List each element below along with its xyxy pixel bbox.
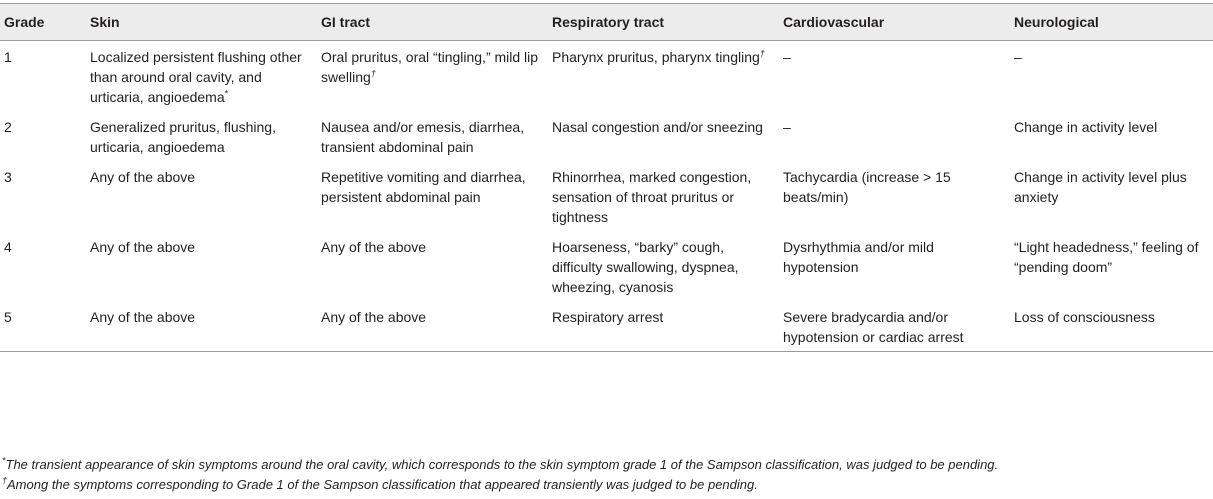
cell-gi-tract — [315, 231, 546, 301]
grade-value: 1 — [4, 49, 12, 65]
footnote-dagger — [2, 475, 1140, 495]
header-neurological: Neurological — [1008, 4, 1213, 41]
table-header — [0, 4, 1213, 41]
cell-grade — [0, 161, 84, 231]
cell-grade — [0, 41, 84, 112]
symptom-grade-table — [0, 3, 1213, 352]
footnote-asterisk — [2, 455, 1140, 475]
cell-skin — [84, 111, 315, 161]
cell-skin — [84, 161, 315, 231]
cell-grade — [0, 111, 84, 161]
grade-value: 4 — [4, 239, 12, 255]
neuro-text: Loss of consciousness — [1014, 309, 1155, 325]
cell-cardiovascular — [777, 231, 1008, 301]
skin-text: Any of the above — [90, 239, 196, 255]
resp-text: Nasal congestion and/or sneezing — [552, 119, 763, 135]
table-row — [0, 41, 1213, 112]
table-row — [0, 231, 1213, 301]
neuro-text: – — [1014, 49, 1022, 65]
cell-respiratory-tract — [546, 41, 777, 112]
cell-respiratory-tract — [546, 231, 777, 301]
skin-text: Localized persistent flushing other than around oral cavity, and urticaria, angioedema — [90, 49, 302, 105]
gi-text: Repetitive vomiting and diarrhea, persistent abdominal pain — [321, 169, 526, 205]
cell-gi-tract — [315, 111, 546, 161]
cardio-text: Severe bradycardia and/or hypotension or cardiac arrest — [783, 309, 964, 345]
neuro-text: Change in activity level plus anxiety — [1014, 169, 1187, 205]
neuro-text: Change in activity level — [1014, 119, 1158, 135]
cell-respiratory-tract — [546, 301, 777, 352]
footnote-text: Among the symptoms corresponding to Grade 1 of the Sampson classification that appeared transiently was judged to be pending. — [7, 477, 758, 492]
footnote-mark-dagger: † — [370, 68, 376, 79]
gi-text: Oral pruritus, oral “tingling,” mild lip swelling — [321, 49, 539, 85]
resp-text: Respiratory arrest — [552, 309, 664, 325]
cell-skin — [84, 231, 315, 301]
header-respiratory-tract: Respiratory tract — [546, 4, 777, 41]
resp-text: Hoarseness, “barky” cough, difficulty swallowing, dyspnea, wheezing, cyanosis — [552, 239, 739, 295]
resp-text: Rhinorrhea, marked congestion, sensation of throat pruritus or tightness — [552, 169, 752, 225]
cell-skin — [84, 41, 315, 112]
cell-cardiovascular — [777, 301, 1008, 352]
header-gi-tract: GI tract — [315, 4, 546, 41]
cell-gi-tract — [315, 41, 546, 112]
table-row — [0, 301, 1213, 352]
cell-respiratory-tract — [546, 161, 777, 231]
grade-value: 2 — [4, 119, 12, 135]
header-cardiovascular: Cardiovascular — [777, 4, 1008, 41]
resp-text: Pharynx pruritus, pharynx tingling — [552, 49, 760, 65]
cell-cardiovascular — [777, 161, 1008, 231]
header-row — [0, 4, 1213, 41]
table-row — [0, 161, 1213, 231]
cardio-text: Tachycardia (increase > 15 beats/min) — [783, 169, 951, 205]
gi-text: Nausea and/or emesis, diarrhea, transient abdominal pain — [321, 119, 525, 155]
table-body — [0, 41, 1213, 352]
gi-text: Any of the above — [321, 309, 427, 325]
footnote-mark-asterisk: * — [2, 455, 6, 466]
cell-gi-tract — [315, 161, 546, 231]
footnote-mark-dagger: † — [759, 48, 765, 59]
footnote-mark-dagger: † — [2, 475, 8, 486]
grade-value: 5 — [4, 309, 12, 325]
skin-text: Any of the above — [90, 309, 196, 325]
cell-cardiovascular — [777, 41, 1008, 112]
cell-grade — [0, 231, 84, 301]
cell-neurological — [1008, 231, 1213, 301]
cell-grade — [0, 301, 84, 352]
footnote-mark-asterisk: * — [224, 88, 229, 99]
table-footnotes — [2, 455, 1140, 495]
cardio-text: Dysrhythmia and/or mild hypotension — [783, 239, 934, 275]
cell-skin — [84, 301, 315, 352]
skin-text: Generalized pruritus, flushing, urticaria, angioedema — [90, 119, 276, 155]
gi-text: Any of the above — [321, 239, 427, 255]
cell-neurological — [1008, 41, 1213, 112]
cardio-text: – — [783, 49, 791, 65]
header-grade: Grade — [0, 4, 84, 41]
cell-respiratory-tract — [546, 111, 777, 161]
header-skin: Skin — [84, 4, 315, 41]
table-row — [0, 111, 1213, 161]
cell-cardiovascular — [777, 111, 1008, 161]
skin-text: Any of the above — [90, 169, 196, 185]
cell-neurological — [1008, 161, 1213, 231]
footnote-text: The transient appearance of skin symptoms around the oral cavity, which corresponds to the skin symptom grade 1 of the Sampson classification, was judged to be pending. — [5, 457, 999, 472]
neuro-text: “Light headedness,” feeling of “pending doom” — [1014, 239, 1199, 275]
cardio-text: – — [783, 119, 791, 135]
cell-gi-tract — [315, 301, 546, 352]
cell-neurological — [1008, 111, 1213, 161]
cell-neurological — [1008, 301, 1213, 352]
grade-value: 3 — [4, 169, 12, 185]
